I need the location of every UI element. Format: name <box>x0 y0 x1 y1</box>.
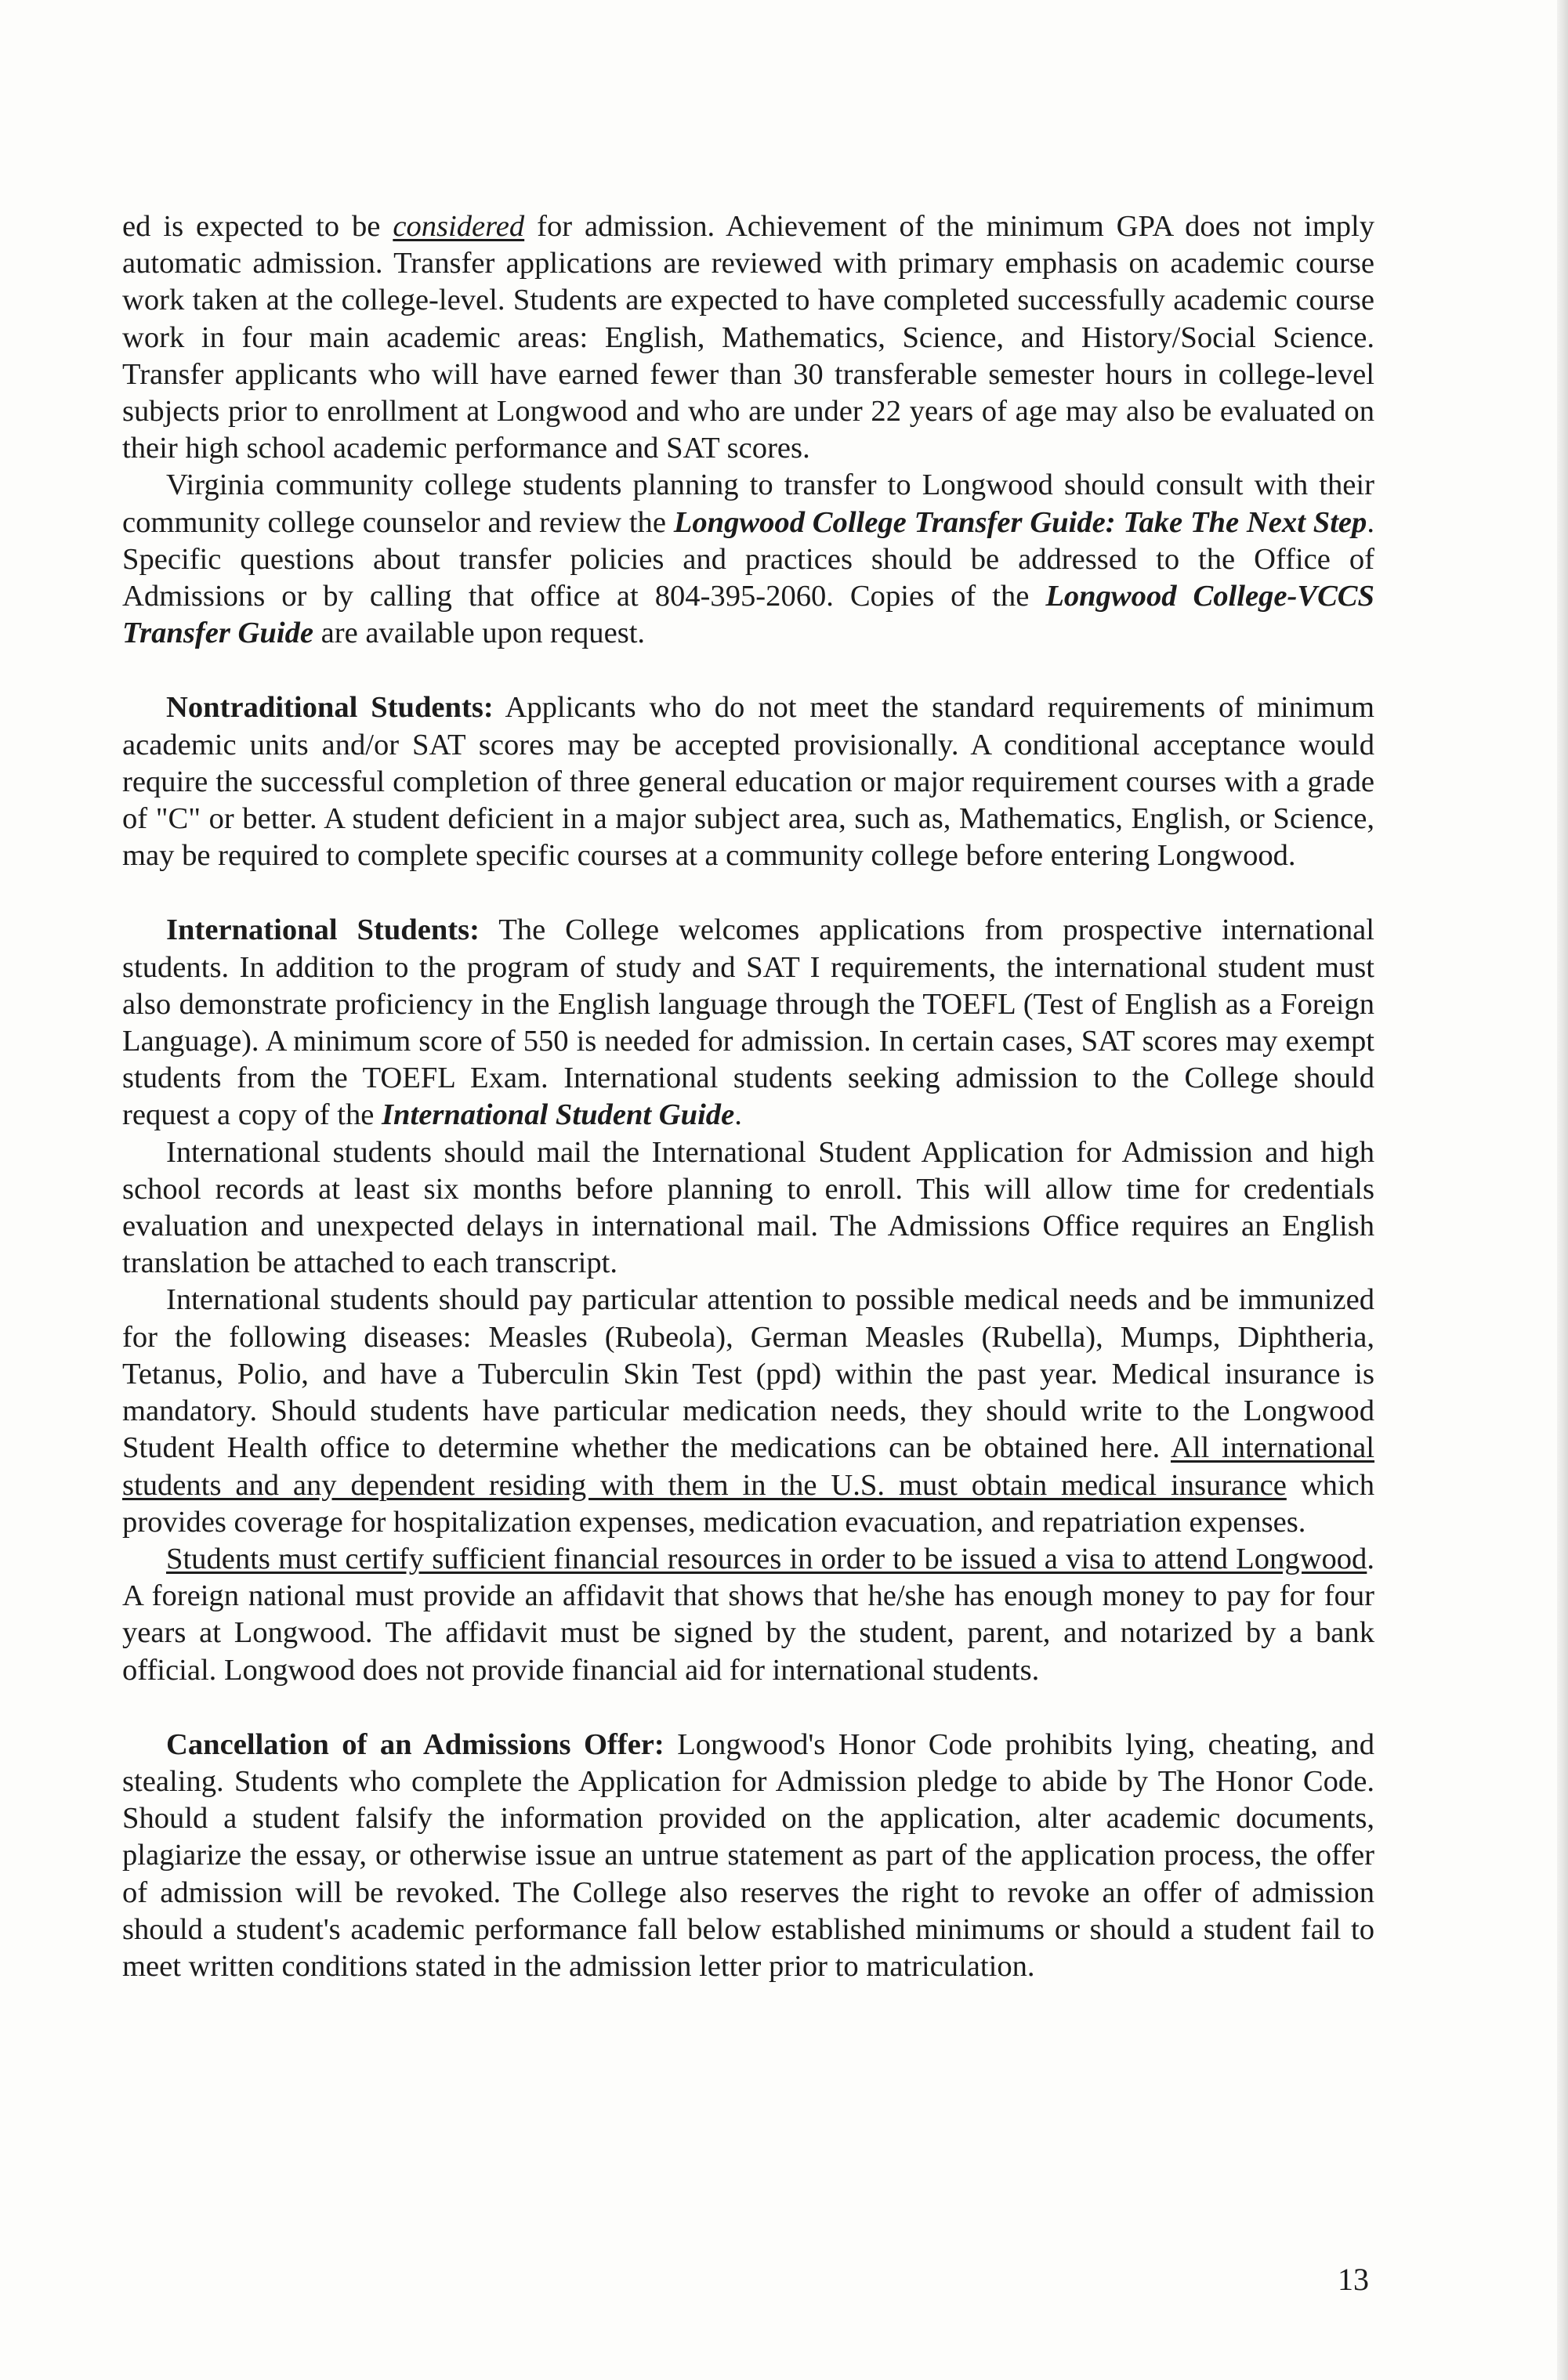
scan-edge-shadow <box>1557 0 1568 2380</box>
international-medical-paragraph <box>122 1282 1374 1540</box>
text-run: for admission. Achievement of the minimum GPA does not imply automatic admission. Transfer applications are reviewed with primary emphasis on academic course work taken at the college-level. Students are expected to have completed successfully academic course work in four main academic areas: English, Mathematics, Science, and History/Social Science. Transfer applicants who will have earned fewer than 30 transferable semester hours in college-level subjects prior to enrollment at Longwood and who are under 22 years of age may also be evaluated on their high school academic performance and SAT scores. <box>122 210 1374 465</box>
text-run: ed is expected to be <box>122 210 393 243</box>
international-financial-paragraph <box>122 1541 1374 1689</box>
text-run: . <box>734 1098 742 1132</box>
text-column <box>122 208 1374 1985</box>
vccs-guide-title: Longwood College-VCCS Transfer Guide <box>122 580 1374 650</box>
transfer-guide-title: Longwood College Transfer Guide: Take The Next Step <box>673 505 1367 539</box>
vccs-transfer-paragraph <box>122 467 1374 652</box>
text-run: Virginia community college students planning to transfer to Longwood should consult with their community college counselor and review the <box>122 468 1374 539</box>
text-run: which provides coverage for hospitalization expenses, medication evacuation, and repatriation expenses. <box>122 1468 1374 1539</box>
text-run: . A foreign national must provide an affidavit that shows that he/she has enough money to pay for four years at Longwood. The affidavit must be signed by the student, parent, and notarized by a bank official. Longwood does not provide financial aid for international students. <box>122 1542 1374 1687</box>
text-run: . Specific questions about transfer policies and practices should be addressed to the Office of Admissions or by calling that office at 804-395-2060. Copies of the <box>122 505 1374 613</box>
international-heading: International Students: <box>166 913 480 947</box>
international-students-paragraph <box>122 912 1374 1134</box>
page-number: 13 <box>1338 2262 1369 2297</box>
cancellation-paragraph <box>122 1727 1374 1985</box>
text-run: International students should pay particular attention to possible medical needs and be immunized for the following diseases: Measles (Rubeola), German Measles (Rubella), Mumps, Diphtheria, Tetanus, Polio, and have a Tuberculin Skin Test (ppd) within the past year. Medical insurance is mandatory. Should students have particular medication needs, they should write to the Longwood Student Health office to determine whether the medications can be obtained here. <box>122 1283 1374 1465</box>
financial-certification-requirement: Students must certify sufficient financial resources in order to be issued a visa to attend Longwood <box>166 1542 1367 1575</box>
text-run: Applicants who do not meet the standard requirements of minimum academic units and/or SAT scores may be accepted provisionally. A conditional acceptance would require the successful completion of three general education or major requirement courses with a grade of "C" or better. A student deficient in a major subject area, such as, Mathematics, English, or Science, may be required to complete specific courses at a community college before entering Longwood. <box>122 691 1374 873</box>
cancellation-heading: Cancellation of an Admissions Offer: <box>166 1727 664 1761</box>
text-run: Longwood's Honor Code prohibits lying, cheating, and stealing. Students who complete the Application for Admission pledge to abide by The Honor Code. Should a student falsify the information provided on the application, alter academic documents, plagiarize the essay, or otherwise issue an untrue statement as part of the application process, the offer of admission will be revoked. The College also reserves the right to revoke an offer of admission should a student's academic performance fall below established minimums or should a student fail to meet written conditions stated in the admission letter prior to matriculation. <box>122 1727 1374 1983</box>
international-guide-title: International Student Guide <box>382 1098 735 1132</box>
emphasis-considered: considered <box>393 210 525 243</box>
international-mail-paragraph: International students should mail the International Student Application for Admission and high school records at least six months before planning to enroll. This will allow time for credentials evaluation and unexpected delays in international mail. The Admissions Office requires an English translation be attached to each transcript. <box>122 1135 1374 1280</box>
text-run: The College welcomes applications from prospective international students. In addition to the program of study and SAT I requirements, the international student must also demonstrate proficiency in the English language through the TOEFL (Test of English as a Foreign Language). A minimum score of 550 is needed for admission. In certain cases, SAT scores may exempt students from the TOEFL Exam. International students seeking admission to the College should request a copy of the <box>122 913 1374 1132</box>
text-run: are available upon request. <box>313 617 646 650</box>
nontraditional-heading: Nontraditional Students: <box>166 691 494 725</box>
transfer-paragraph-continued <box>122 208 1374 467</box>
medical-insurance-requirement: All international students and any dependent residing with them in the U.S. must obtain medical insurance <box>122 1431 1375 1502</box>
nontraditional-students-paragraph <box>122 689 1374 874</box>
